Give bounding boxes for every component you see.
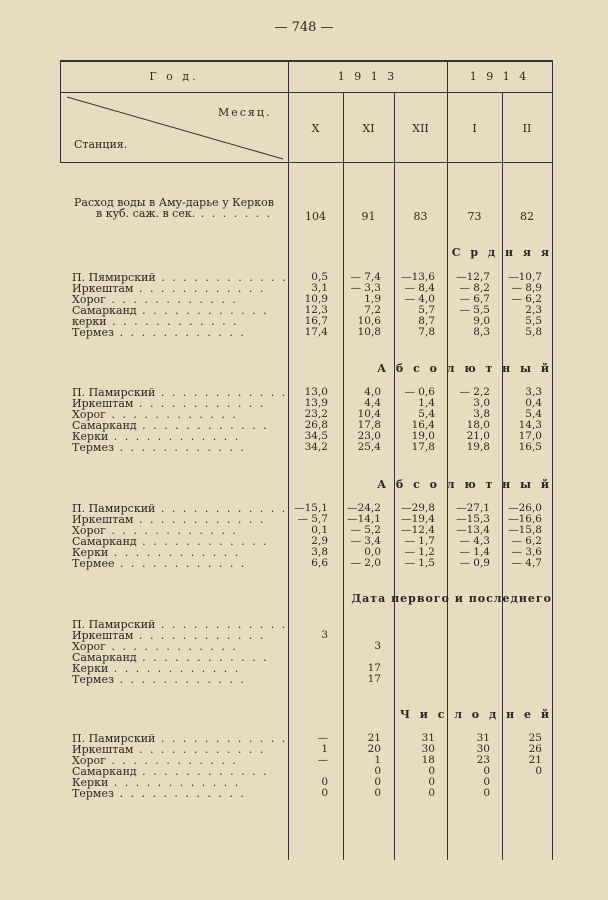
table-cell: 3 [321, 629, 328, 641]
table-cell: 30 [476, 743, 490, 755]
diagonal-header-line [65, 95, 285, 161]
table-cell: 0 [321, 776, 328, 788]
table-cell: 31 [476, 732, 490, 744]
water-flow-value: 104 [305, 210, 326, 223]
table-cell: 0,4 [525, 397, 542, 409]
table-cell: 1 [321, 743, 328, 755]
table-cell: 5,4 [525, 408, 542, 420]
water-flow-label: Расход воды в Аму-дарье у Керков [74, 196, 274, 209]
table-cell: 10,4 [357, 408, 381, 420]
table-cell: 21,0 [466, 430, 490, 442]
month-header: I [472, 122, 477, 135]
section-title: С р д н я я [451, 246, 552, 259]
table-cell: 23,2 [304, 408, 328, 420]
table-cell: —15,1 [294, 502, 328, 514]
table-cell: —27,1 [456, 502, 490, 514]
year-label: Г о д. [149, 70, 199, 83]
station-name: Иркештам . . . . . . . . . . . . [72, 629, 266, 642]
table-cell: 17,4 [304, 326, 328, 338]
table-cell: — 0,9 [459, 557, 490, 569]
table-cell: 16,5 [518, 441, 542, 453]
table-cell: 6,6 [311, 557, 328, 569]
table-cell: 20 [367, 743, 381, 755]
station-name: Термез . . . . . . . . . . . . [72, 787, 246, 800]
station-name: Керки . . . . . . . . . . . . [72, 546, 241, 559]
station-name: П. Пямирский . . . . . . . . . . . . [72, 271, 288, 284]
table-cell: 16,7 [304, 315, 328, 327]
water-flow-value: 82 [520, 210, 534, 223]
month-header: II [522, 122, 532, 135]
table-cell: 14,3 [518, 419, 542, 431]
table-cell: 17 [367, 662, 381, 674]
table-cell: — [317, 732, 328, 744]
station-name: Термез . . . . . . . . . . . . [72, 326, 246, 339]
table-cell: 4,4 [364, 397, 381, 409]
month-header: XII [412, 122, 429, 135]
table-cell: — [317, 754, 328, 766]
table-cell: — 8,9 [511, 282, 542, 294]
table-cell: 0 [374, 776, 381, 788]
data-table [60, 60, 552, 860]
table-cell: —13,6 [401, 271, 435, 283]
table-cell: 0 [535, 765, 542, 777]
table-cell: 0 [374, 765, 381, 777]
table-top-rule [60, 60, 552, 62]
table-cell: —24,2 [347, 502, 381, 514]
table-cell: — 1,5 [404, 557, 435, 569]
table-cell: 2,3 [525, 304, 542, 316]
table-cell: 0 [428, 765, 435, 777]
table-cell: 18 [421, 754, 435, 766]
table-cell: 0,5 [311, 271, 328, 283]
table-cell: — 2,0 [350, 557, 381, 569]
water-flow-value: 91 [361, 210, 376, 223]
table-cell: 0 [483, 765, 490, 777]
station-name: Термез . . . . . . . . . . . . [72, 441, 246, 454]
table-cell: 10,6 [357, 315, 381, 327]
table-cell: 8,3 [473, 326, 490, 338]
table-cell: 2,9 [311, 535, 328, 547]
month-header: XI [362, 122, 375, 135]
table-cell: 17,8 [357, 419, 381, 431]
station-name: Керки . . . . . . . . . . . . [72, 662, 241, 675]
section-title: Дата первого и последнего [351, 592, 552, 605]
table-cell: 3,8 [473, 408, 490, 420]
table-cell: 4,0 [364, 386, 381, 398]
table-cell: 26 [528, 743, 542, 755]
table-cell: 5,5 [525, 315, 542, 327]
table-cell: 5,4 [418, 408, 435, 420]
table-cell: — 1,7 [404, 535, 435, 547]
station-name: Хорог . . . . . . . . . . . . [72, 754, 238, 767]
table-cell: 17,8 [411, 441, 435, 453]
table-cell: 0,0 [364, 546, 381, 558]
table-cell: — 8,2 [459, 282, 490, 294]
table-cell: —26,0 [508, 502, 542, 514]
station-name: П. Памирский . . . . . . . . . . . . [72, 732, 288, 745]
table-cell: —12,4 [401, 524, 435, 536]
year-1913: 1 9 1 3 [337, 70, 398, 83]
table-cell: 25,4 [357, 441, 381, 453]
station-name: Самарканд . . . . . . . . . . . . [72, 765, 269, 778]
table-cell: — 5,5 [459, 304, 490, 316]
section-title: А б с о л ю т н ы й [377, 362, 552, 375]
table-cell: 9,0 [473, 315, 490, 327]
table-cell: 7,2 [364, 304, 381, 316]
station-name: Иркештам . . . . . . . . . . . . [72, 282, 266, 295]
table-cell: —13,4 [456, 524, 490, 536]
table-cell: — 4,7 [511, 557, 542, 569]
station-name: Иркештам . . . . . . . . . . . . [72, 397, 266, 410]
table-cell: — 3,4 [350, 535, 381, 547]
section-title: А б с о л ю т н ы й [377, 478, 552, 491]
table-cell: 1,4 [418, 397, 435, 409]
table-cell: 34,5 [304, 430, 328, 442]
table-cell: — 6,2 [511, 293, 542, 305]
table-cell: 3,8 [311, 546, 328, 558]
water-flow-value: 83 [413, 210, 428, 223]
table-cell: 19,8 [466, 441, 490, 453]
year-row-rule [60, 92, 552, 93]
table-cell: 0 [321, 787, 328, 799]
month-label: Месяц. [218, 106, 272, 119]
table-cell: —19,4 [401, 513, 435, 525]
station-name: Иркештам . . . . . . . . . . . . [72, 513, 266, 526]
table-cell: 10,9 [304, 293, 328, 305]
table-cell: —15,3 [456, 513, 490, 525]
table-cell: 17,0 [518, 430, 542, 442]
table-cell: 21 [367, 732, 381, 744]
station-name: Хорог . . . . . . . . . . . . [72, 524, 238, 537]
page-number: — 748 — [274, 20, 334, 35]
table-cell: 12,3 [304, 304, 328, 316]
water-flow-value: 73 [467, 210, 482, 223]
table-cell: 25 [528, 732, 542, 744]
header-bottom-rule [60, 162, 552, 163]
table-cell: — 6,2 [511, 535, 542, 547]
station-name: Самарканд . . . . . . . . . . . . [72, 419, 269, 432]
table-cell: 1,9 [364, 293, 381, 305]
station-name: Иркештам . . . . . . . . . . . . [72, 743, 266, 756]
table-cell: 23 [476, 754, 490, 766]
table-cell: 3,3 [525, 386, 542, 398]
table-cell: — 8,4 [404, 282, 435, 294]
right-rule [552, 60, 553, 860]
table-cell: 3,0 [473, 397, 490, 409]
table-cell: — 5,2 [350, 524, 381, 536]
station-name: Термее . . . . . . . . . . . . [72, 557, 247, 570]
table-cell: 0 [374, 787, 381, 799]
year-1914: 1 9 1 4 [469, 70, 530, 83]
section-title: Ч и с л о д н е й [399, 708, 552, 721]
station-name: Самарканд . . . . . . . . . . . . [72, 304, 269, 317]
station-name: Керки . . . . . . . . . . . . [72, 776, 241, 789]
table-cell: — 4,0 [404, 293, 435, 305]
table-cell: 5,7 [418, 304, 435, 316]
station-name: Самарканд . . . . . . . . . . . . [72, 535, 269, 548]
table-cell: 23,0 [357, 430, 381, 442]
table-cell: 26,8 [304, 419, 328, 431]
table-cell: — 1,2 [404, 546, 435, 558]
table-cell: — 4,3 [459, 535, 490, 547]
table-cell: 30 [421, 743, 435, 755]
table-cell: 17 [367, 673, 381, 685]
station-name: керки . . . . . . . . . . . . [72, 315, 239, 328]
table-cell: 10,8 [357, 326, 381, 338]
table-cell: —15,8 [508, 524, 542, 536]
table-cell: —29,8 [401, 502, 435, 514]
station-name: П. Памирский . . . . . . . . . . . . [72, 386, 288, 399]
table-cell: 3,1 [311, 282, 328, 294]
table-cell: — 1,4 [459, 546, 490, 558]
table-cell: 13,0 [304, 386, 328, 398]
table-cell: 16,4 [411, 419, 435, 431]
table-cell: 7,8 [418, 326, 435, 338]
table-cell: — 6,7 [459, 293, 490, 305]
table-cell: 0 [483, 776, 490, 788]
table-cell: —16,6 [508, 513, 542, 525]
table-cell: 0 [483, 787, 490, 799]
station-name: Термез . . . . . . . . . . . . [72, 673, 246, 686]
table-cell: — 7,4 [350, 271, 381, 283]
table-cell: 13,9 [304, 397, 328, 409]
table-cell: — 5,7 [297, 513, 328, 525]
month-header: X [311, 122, 320, 135]
table-cell: 18,0 [466, 419, 490, 431]
table-cell: —10,7 [508, 271, 542, 283]
table-cell: 0 [428, 776, 435, 788]
table-cell: 31 [421, 732, 435, 744]
table-cell: 0,1 [311, 524, 328, 536]
table-cell: 34,2 [304, 441, 328, 453]
table-cell: 3 [374, 640, 381, 652]
table-cell: — 3,3 [350, 282, 381, 294]
table-cell: 0 [428, 787, 435, 799]
table-cell: 5,8 [525, 326, 542, 338]
table-cell: 1 [374, 754, 381, 766]
station-name: Хорог . . . . . . . . . . . . [72, 293, 238, 306]
station-name: П. Памирский . . . . . . . . . . . . [72, 618, 288, 631]
table-cell: — 0,6 [404, 386, 435, 398]
table-cell: —14,1 [347, 513, 381, 525]
table-cell: — 2,2 [459, 386, 490, 398]
station-name: Хорог . . . . . . . . . . . . [72, 408, 238, 421]
table-cell: —12,7 [456, 271, 490, 283]
station-label: Станция. [74, 138, 128, 151]
station-name: Керки . . . . . . . . . . . . [72, 430, 241, 443]
table-cell: — 3,6 [511, 546, 542, 558]
station-name: Хорог . . . . . . . . . . . . [72, 640, 238, 653]
water-flow-label-unit: в куб. саж. в сек. . . . . . . . [96, 207, 273, 220]
table-cell: 21 [528, 754, 542, 766]
table-cell: 8,7 [418, 315, 435, 327]
table-cell: 19,0 [411, 430, 435, 442]
station-name: П. Памирский . . . . . . . . . . . . [72, 502, 288, 515]
station-name: Самарканд . . . . . . . . . . . . [72, 651, 269, 664]
